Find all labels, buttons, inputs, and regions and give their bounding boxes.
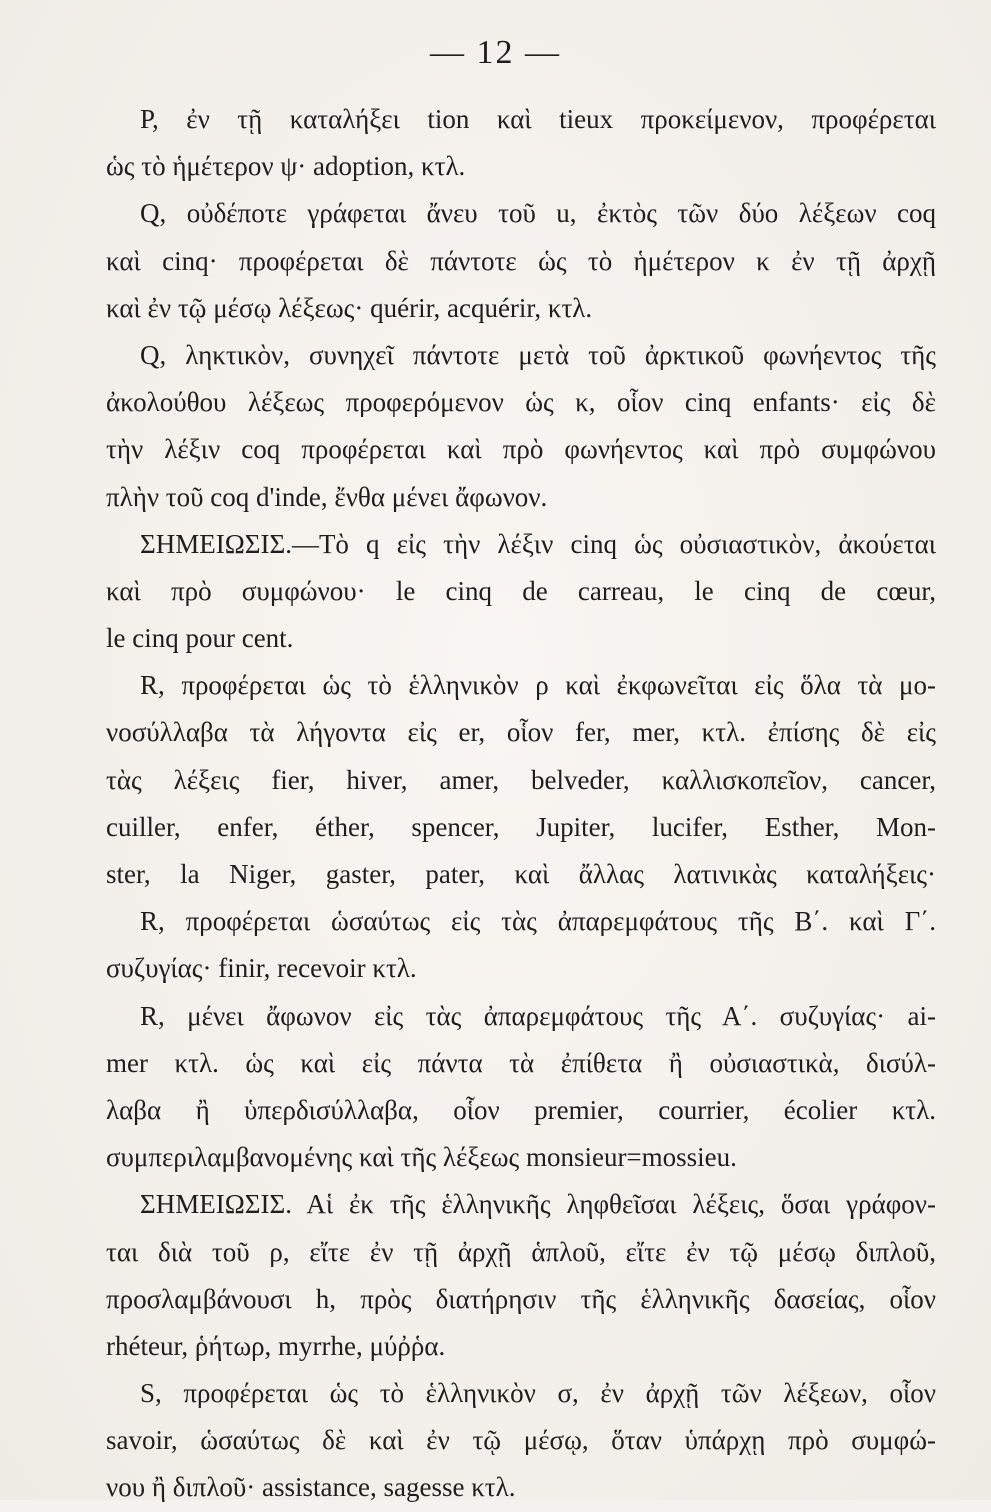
text-line: cuiller, enfer, éther, spencer, Jupiter, lucifer, Esther, Mon- — [106, 811, 936, 842]
text-line: λαβα ἢ ὑπερδισύλλαβα, οἷον premier, courrier, écolier κτλ. — [106, 1094, 936, 1125]
text-line: R, προφέρεται ὡσαύτως εἰς τὰς ἀπαρεμφάτους τῆς Β΄. καὶ Γ΄. — [140, 906, 936, 937]
text-line: νου ἢ διπλοῦ· assistance, sagesse κτλ. — [106, 1472, 516, 1503]
text-line: P, ἐν τῇ καταλήξει tion καὶ tieux προκείμενον, προφέρεται — [140, 104, 936, 134]
text-line: ἀκολούθου λέξεως προφερόμενον ὡς κ, οἷον cinq enfants· εἰς δὲ — [106, 387, 936, 418]
text-line: R, μένει ἄφωνον εἰς τὰς ἀπαρεμφάτους τῆς Α΄. συζυγίας· ai- — [140, 1000, 936, 1031]
text-line: προσλαμβάνουσι h, πρὸς διατήρησιν τῆς ἑλληνικῆς δασείας, οἷον — [106, 1283, 936, 1314]
text-line: ΣΗΜΕΙΩΣΙΣ. Αἱ ἐκ τῆς ἑλληνικῆς ληφθεῖσαι λέξεις, ὅσαι γράφον- — [140, 1189, 936, 1220]
page-number: — 12 — — [430, 34, 561, 71]
text-line: rhéteur, ῥήτωρ, myrrhe, μύῤῥα. — [106, 1330, 446, 1361]
text-line: savoir, ὡσαύτως δὲ καὶ ἐν τῷ μέσῳ, ὅταν ὑπάρχῃ πρὸ συμφώ- — [106, 1425, 936, 1456]
body-text — [106, 96, 936, 1512]
text-line: Q, ληκτικὸν, συνηχεῖ πάντοτε μετὰ τοῦ ἀρκτικοῦ φωνήεντος τῆς — [140, 339, 936, 370]
text-line: ΣΗΜΕΙΩΣΙΣ.—Τὸ q εἰς τὴν λέξιν cinq ὡς οὐσιαστικὸν, ἀκούεται — [140, 528, 936, 559]
text-line: τὰς λέξεις fier, hiver, amer, belveder, καλλισκοπεῖον, cancer, — [106, 764, 936, 795]
text-line: ται διὰ τοῦ ρ, εἴτε ἐν τῇ ἀρχῇ ἁπλοῦ, εἴτε ἐν τῷ μέσῳ διπλοῦ, — [106, 1236, 936, 1267]
text-line: mer κτλ. ὡς καὶ εἰς πάντα τὰ ἐπίθετα ἢ οὐσιαστικὰ, δισύλ- — [106, 1047, 936, 1078]
text-line: ster, la Niger, gaster, pater, καὶ ἄλλας λατινικὰς καταλήξεις· — [106, 859, 936, 889]
text-line: συμπεριλαμβανομένης καὶ τῆς λέξεως monsieur=mossieu. — [106, 1142, 737, 1173]
text-line: S, προφέρεται ὡς τὸ ἑλληνικὸν σ, ἐν ἀρχῇ τῶν λέξεων, οἷον — [140, 1378, 936, 1409]
text-line: συζυγίας· finir, recevoir κτλ. — [106, 953, 417, 984]
text-line: ὡς τὸ ἡμέτερον ψ· adoption, κτλ. — [106, 151, 466, 182]
text-line: le cinq pour cent. — [106, 623, 294, 654]
text-line: καὶ ἐν τῷ μέσῳ λέξεως· quérir, acquérir, κτλ. — [106, 292, 593, 323]
text-line: τὴν λέξιν coq προφέρεται καὶ πρὸ φωνήεντος καὶ πρὸ συμφώνου — [106, 434, 936, 465]
text-line: καὶ cinq· προφέρεται δὲ πάντοτε ὡς τὸ ἡμέτερον κ ἐν τῇ ἀρχῇ — [106, 245, 936, 276]
text-line: Q, οὐδέποτε γράφεται ἄνευ τοῦ u, ἐκτὸς τῶν δύο λέξεων coq — [140, 198, 936, 229]
text-line: καὶ πρὸ συμφώνου· le cinq de carreau, le cinq de cœur, — [106, 575, 936, 606]
text-line: πλὴν τοῦ coq d'inde, ἔνθα μένει ἄφωνον. — [106, 481, 548, 512]
text-line: νοσύλλαβα τὰ λήγοντα εἰς er, οἷον fer, mer, κτλ. ἐπίσης δὲ εἰς — [106, 717, 936, 748]
text-line: R, προφέρεται ὡς τὸ ἑλληνικὸν ρ καὶ ἐκφωνεῖται εἰς ὅλα τὰ μο- — [140, 670, 936, 701]
